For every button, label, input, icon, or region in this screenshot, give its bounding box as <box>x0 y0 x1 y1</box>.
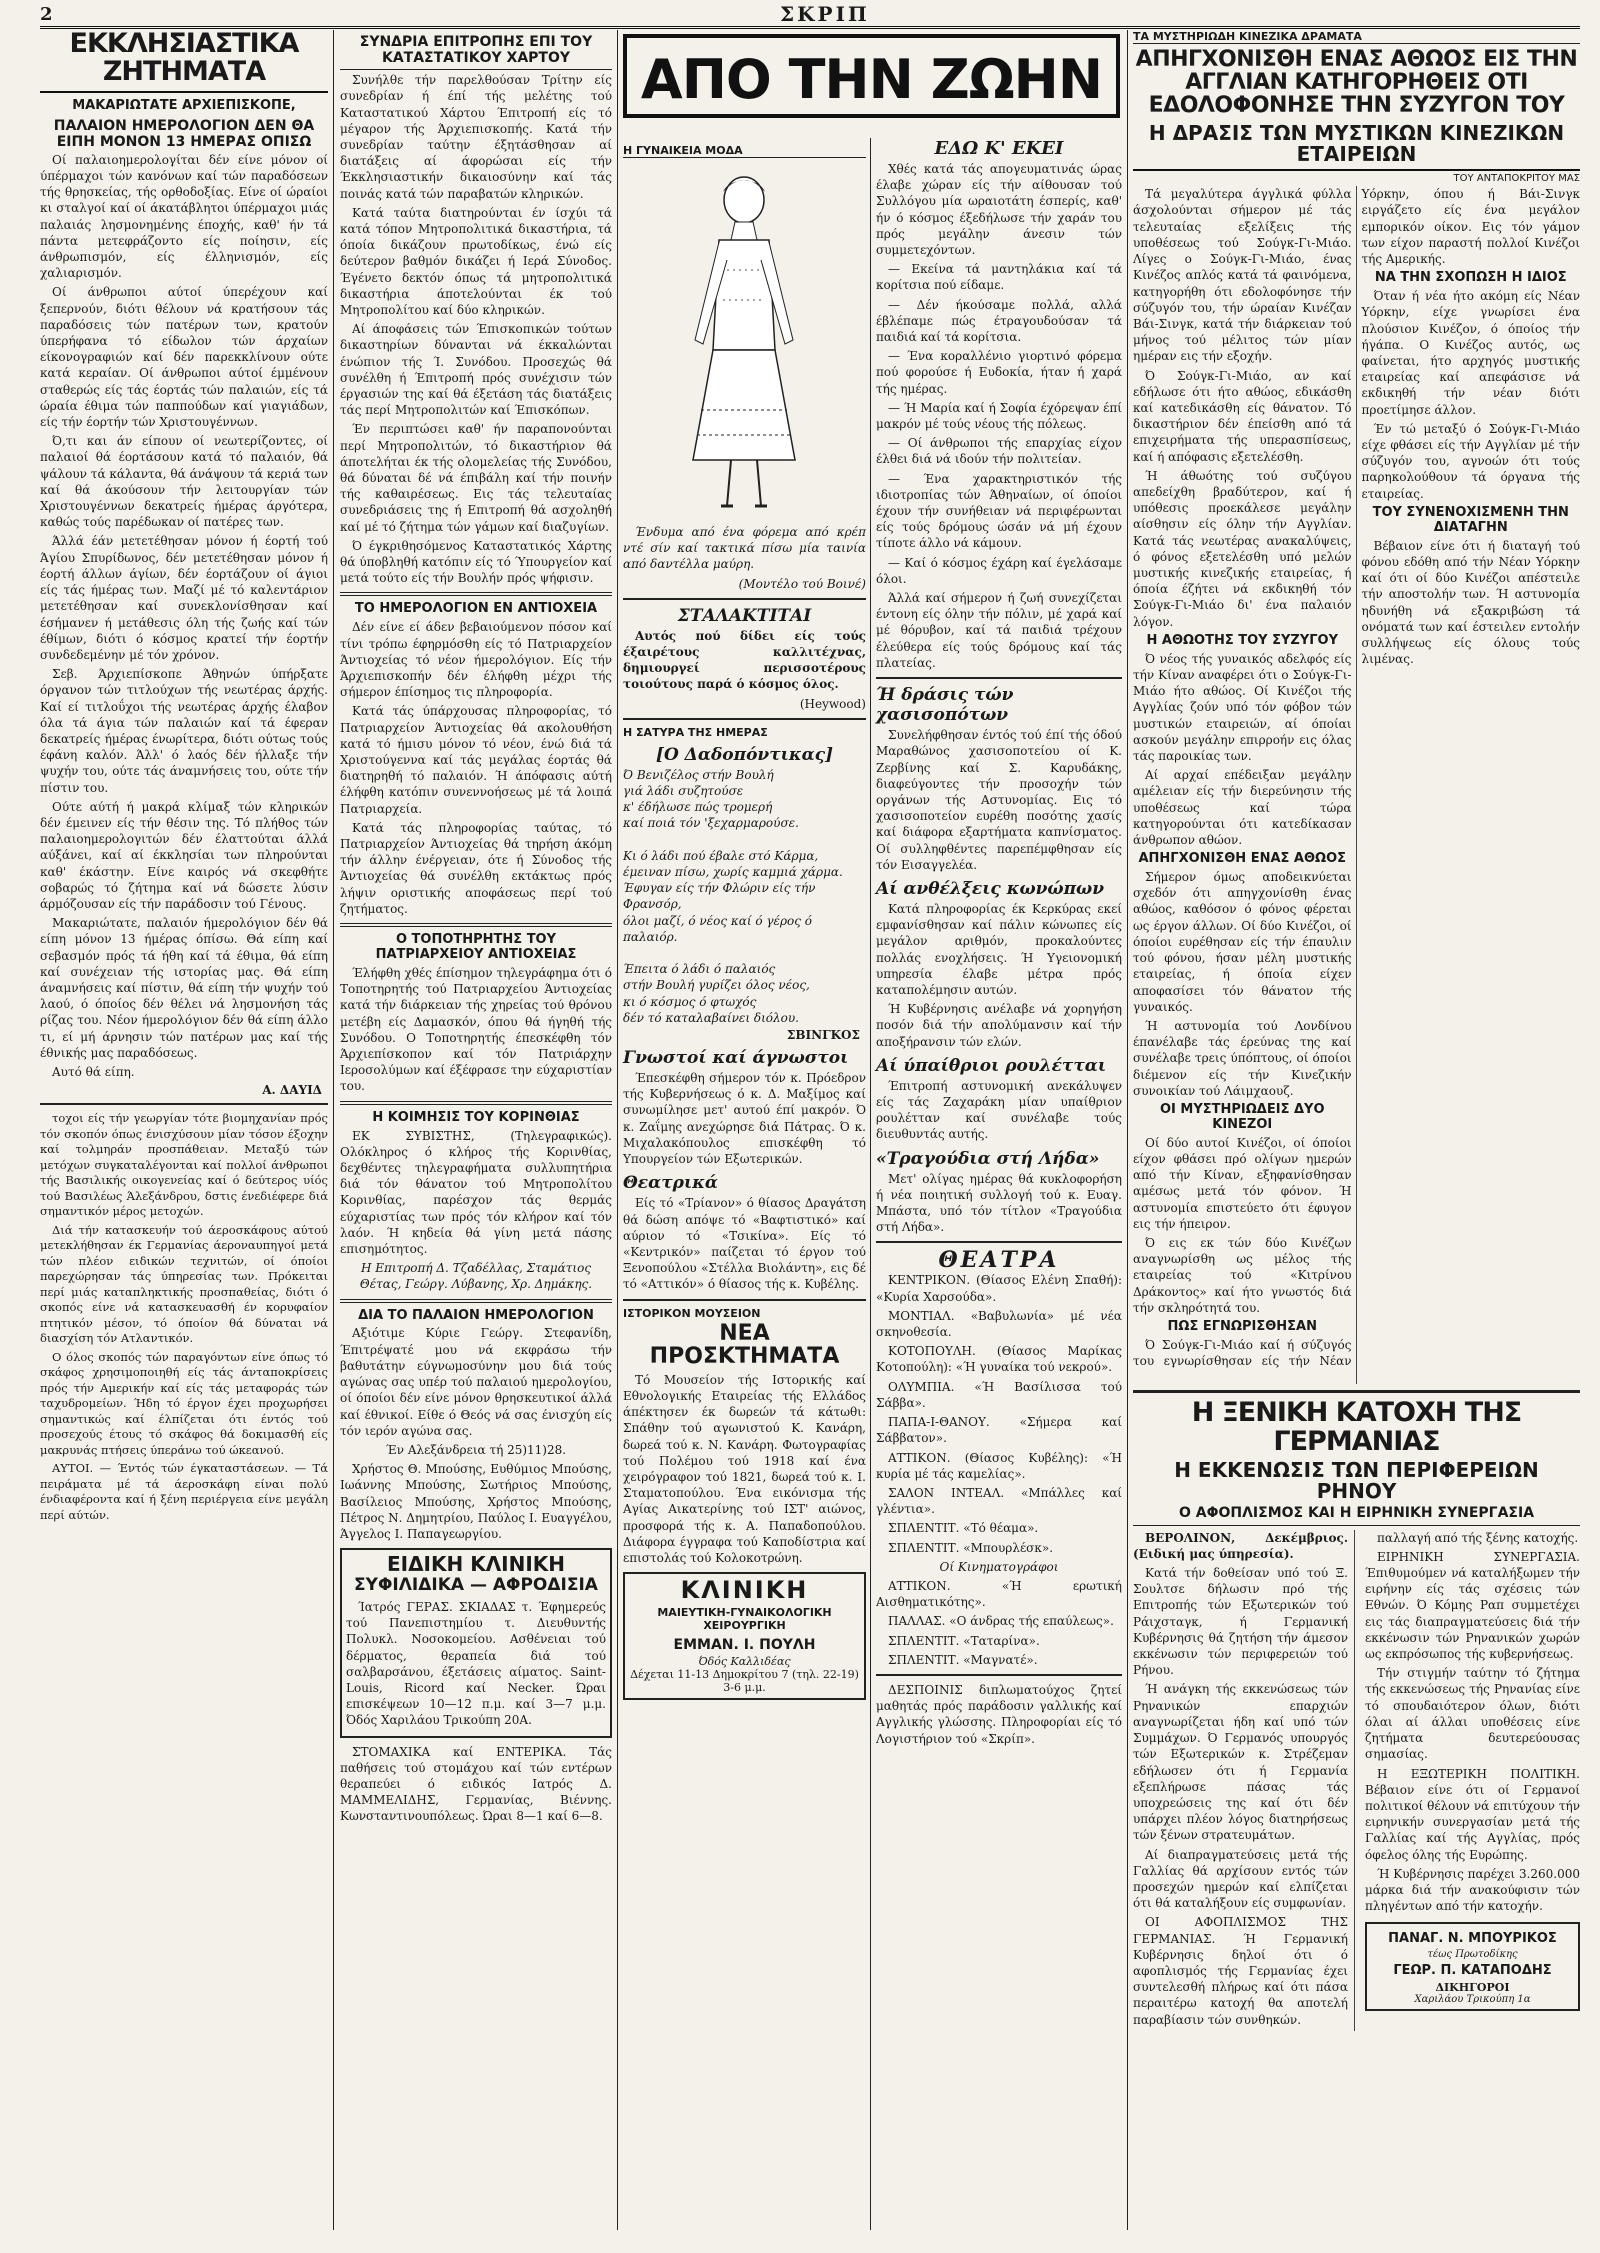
poem-line: Ό Βενιζέλος στήν Βουλή <box>623 767 774 782</box>
divider <box>1133 1390 1580 1393</box>
paragraph: Έλήφθη χθές έπίσημον τηλεγράφημα ότι ό Τοποτηρητής τού Πατριαρχείου Άντιοχείας κατά τήν διάρκειαν τής χηρείας τού θρόνου μετέβη είς Δαμασκόν, όπου θά ήγηθή τής Συνόδου. Ο Τοποτηρητής έπεσκέφθη τόν Άρχιεπίσκοπον καί τόν Πατριάρχην Ιεροσολύμων καί έξέφρασε την εύχαριστίαν του. <box>340 965 612 1094</box>
article-headline: ΣΥΝΔΡΙΑ ΕΠΙΤΡΟΠΗΣ ΕΠΙ ΤΟΥ ΚΑΤΑΣΤΑΤΙΚΟΥ ΧΑΡΤΟΥ <box>340 34 612 70</box>
ad-title: ΚΛΙΝΙΚΗ <box>680 1576 809 1605</box>
subheading: Η ΑΘΩΟΤΗΣ ΤΟΥ ΣΥΖΥΓΟΥ <box>1146 632 1338 648</box>
listing: ΣΑΛΟΝ ΙΝΤΕΑΛ. «Μπάλλες καί γλέντια». <box>876 1485 1122 1517</box>
illustration-caption: Ένδυμα από ένα φόρεμα από κρέπ ντέ σίν καί τακτικά πίσω μία ταινία από δαντέλλα μαύρη. <box>623 525 866 572</box>
paragraph: Κατά ταύτα διατηρούνται έν ίσχύι τά κατά τόπον Μητροπολιτικά δικαστήρια, τά όποία δικάζουν πρωτοδίκως, ένώ είς δεύτερον βαθμόν δικάζει ή Ιερά Σύνοδος. Έγένετο δεκτόν όπως τά μητροπολιτικά δικαστήρια άποτελούνται έκ τού Μητροπολίτου καί δύο κληρικών. <box>340 205 612 318</box>
poem-line: στήν Βουλή γυρίζει όλος νέος, <box>623 978 810 993</box>
article-headline: ΑΠΗΓΧΟΝΙΣΘΗ ΕΝΑΣ ΑΘΩΟΣ ΕΙΣ ΤΗΝ ΑΓΓΛΙΑΝ ΚΑΤΗΓΟΡΗΘΕΙΣ ΟΤΙ ΕΔΟΛΟΦΟΝΗΣΕ ΤΗΝ ΣΥΖΥΓΟΝ ΤΟΥ <box>1135 47 1578 119</box>
paragraph: Ό Σούγκ-Γι-Μιάο, αν καί εδήλωσε ότι ήτο αθώος, εδικάσθη καί κατεδικάσθη είς θάνατον. Τό δικαστήριον δέν έπείσθη από τά επιχειρήματα τής υπερασπίσεως, καί ή απόφασις εξετελέσθη. <box>1133 368 1352 464</box>
paragraph: Τήν στιγμήν ταύτην τό ζήτημα τής εκκενώσεως τής Ρηνανίας είνε τό σπουδαιότερον όλων, διότι όλαι αί άλλαι υποθέσεις είνε ζητήματα δευτερεύουσας σημασίας. <box>1365 1666 1580 1762</box>
paragraph: — Καί ό κόσμος έχάρη καί έγελάσαμε όλοι. <box>876 555 1122 586</box>
poem-line: καί ποιά τόν 'ξεχαρμαρούσε. <box>623 816 799 831</box>
listing: ΑΤΤΙΚΟΝ. «Ή ερωτική Αισθηματικότης». <box>876 1578 1122 1610</box>
lawyers-advertisement <box>1365 1922 1580 2011</box>
dateline: ΒΕΡΟΛΙΝΟΝ, Δεκέμβριος. (Ειδική μας ύπηρεσία). <box>1133 1530 1348 1561</box>
listing: ΠΑΛΛΑΣ. «Ο άνδρας τής επαύλεως». <box>888 1614 1114 1629</box>
listing: ΑΤΤΙΚΟΝ. (Θίασος Κυβέλης): «Ή κυρία μέ τάς καμελίας». <box>876 1450 1122 1481</box>
paragraph: Ό νέος τής γυναικός αδελφός είς τήν Κίναν αναφέρει ότι ο Σούγκ-Γι-Μιάο ήτο αθώος. Οί Κινέζοι τής Αγγλίας ζούν υπό τόν φόβον τών μυστικών εταιρειών, αί όποίαι ασκούν μεγάλην επιρροήν εις όλας τάς παροικίας των. <box>1133 651 1352 763</box>
aphorism-credit: (Heywood) <box>799 696 866 711</box>
byline: ΤΟΥ ΑΝΤΑΠΟΚΡΙΤΟΥ ΜΑΣ <box>1453 173 1580 185</box>
paragraph: Άλλά έάν μετετέθησαν μόνον ή έορτή τού Άγίου Σπυρίδωνος, δέν μετετέθησαν μόνον ή έορτή άλλων άγίων, δέν έορτάζουν οί άγιοι είς τάς ήμέρας των. Μαζί μέ τό καλεντάριον μετετέθησαν καί συνεκλονίσθησαν καί έσήμανεν ή μετάθεσις όλη τής ζωής καί τών έθίμων, διότι ό κόσμος κρατεί τήν έορτήν συνδεδεμένην μέ τόν χρόνον. <box>40 534 328 662</box>
subheading: ΑΠΗΓΧΟΝΙΣΘΗ ΕΝΑΣ ΑΘΩΟΣ <box>1138 851 1347 867</box>
paragraph: Ή Κυβέρνησις παρέχει 3.260.000 μάρκα διά τήν ανακούφισιν τών πληγέντων από τήν κατοχήν. <box>1365 1866 1581 1914</box>
column-church-news <box>340 30 612 2230</box>
paragraph: — Εκείνα τά μαντηλάκια καί τά κορίτσια πού είδαμε. <box>876 262 1122 293</box>
poem-line: Κι ό λάδι πού έβαλε στό Κάρμα, <box>623 848 819 863</box>
divider <box>623 1299 866 1301</box>
paragraph: Κατά τάς ύπάρχουσας πληροφορίας, τό Πατριαρχείον Άντιοχείας θά ακολουθήση κατά τό ήμισυ μόνον τό νέον, ένώ διά τά Χριστούγεννα καί τάς μεγάλας έορτάς θά διατηρηθή τό παλαιόν. Ή άπόφασις αύτή έλήφθη κατόπιν συνεννοήσεως μέ τά λοιπά Πατριαρχεία. <box>340 704 612 816</box>
paragraph: ΕΙΡΗΝΙΚΗ ΣΥΝΕΡΓΑΣΙΑ. Έπιθυμούμεν νά καταλήξωμεν τήν ειρήνην είς τάς σχέσεις τών Εθνών. Ό Κόμης Ραπ συμμετέχει εις τάς διαπραγματεύσεις διά τήν εκκένωσιν τών Ρηνανικών χωρών ως εκπρόσωπος τής κυβερνήσεως. <box>1365 1549 1580 1662</box>
article-subheadline: Η ΔΡΑΣΙΣ ΤΩΝ ΜΥΣΤΙΚΩΝ ΚΙΝΕΖΙΚΩΝ ΕΤΑΙΡΕΙΩΝ <box>1133 123 1580 171</box>
paragraph: τοχοι είς τήν γεωργίαν τότε βιομηχανίαν πρός τόν σκοπόν όπως ένισχύσουν μίαν τόσον έξοχην καί τολμηράν προσπάθειαν. Μεταξύ τών μετόχων συγκαταλέγονται καί πολλοί άνθρωποι τής Βασιλικής οικογενείας καί ό δεύτερος υίός τού Βασιλέως Άλεξάνδρου, δστις ένεδιέφερε διά σημαντικόν μέρος μετοχών. <box>40 1111 328 1219</box>
section-label: Η ΓΥΝΑΙΚΕΙΑ ΜΟΔΑ <box>623 144 866 158</box>
article-headline: Γνωστοί καί άγνωστοι <box>623 1048 849 1069</box>
paragraph: Τό Μουσείον τής Ιστορικής καί Εθνολογικής Εταιρείας τής Ελλάδος άπέκτησεν έκ δωρεών τά κάτωθι: Σπάθην τού αγωνιστού Κ. Κανάρη, δωρεά τού κ. Ν. Κανάρη. Φωτογραφίας τού Πολέμου τού 1918 καί ένα χειρόγραφον τού 1821, δωρεά τού κ. Ι. Σταματοπούλου. Ένα εικόνισμα τής Αγίας Αικατερίνης τού ΙΣΤ' αιώνος, προσφορά τής κ. Α. Παπαδοπούλου. Διάφορα έγγραφα τού Καποδίστρια καί επιστολάς τού Κολοκοτρώνη. <box>623 1372 866 1565</box>
article-headline: Η ΚΟΙΜΗΣΙΣ ΤΟΥ ΚΟΡΙΝΘΙΑΣ <box>372 1109 580 1125</box>
article-headline: ΠΑΛΑΙΟΝ ΗΜΕΡΟΛΟΓΙΟΝ ΔΕΝ ΘΑ ΕΙΠΗ ΜΟΝΟΝ 13 ΗΜΕΡΑΣ ΟΠΙΣΩ <box>53 117 315 150</box>
paragraph: Ή άθωότης τού συζύγου απεδείχθη βραδύτερον, καί ή υπόθεσις προεκάλεσε μεγάλην αίσθησιν είς όλην τήν Αγγλίαν. Κατά τάς νεωτέρας ανακαλύψεις, ό φόνος εξετελέσθη υπό μελών μυστικής κινεζικής εταιρείας, ή όποία έζήτει νά εκδικηθή τόν Σούγκ-Γι-Μιάο δι' ένα παλαιόν λόγον. <box>1133 468 1352 629</box>
paragraph: Οί παλαιοημερολογίται δέν είνε μόνον οί ύπέρμαχοι τών κανόνων καί τών παραδόσεων τής θρησκείας, τής ορθοδοξίας. Είνε οί ώραίοι κι σταλγοί καί οί άκατάβλητοι ύπέρμαχοι μιάς παλαιάς λησμονημένης έποχής, καθ' ήν τά πάντα μετεφράζοντο είς ποίησιν, είς άνθρωπισμόν, είς έλληνισμόν, είς χαλιαρισμόν. <box>40 152 328 281</box>
paragraph: Σεβ. Άρχιεπίσκοπε Άθηνών ύπήρξατε όργανον τών τιτλούχων τής νεωτέρας άρχής. Καί εί τιτλοΰχοι τής νεωτέρας άρχής έλαβον όλα τά άγια τών παλαιών καί τά έφεραν δεκατρείς ήμέρας ένωρίτερα, διότι ούτως τούς έφάνη καλόν. Άλλ' ό λαός δέν ήλλαξε τήν ψυχήν του, ούτε τάς άναμνήσεις του, ούτε τήν πίστιν του. <box>40 667 328 795</box>
lawyer-address: Χαριλάου Τρικούπη 1α <box>1414 1994 1531 2006</box>
paragraph: Κατά τήν δοθείσαν υπό τού Ξ. Σουλτσε δήλωσιν πρό τής Επιτροπής τών Εξωτερικών τού Ράιχσταγκ, ή Γερμανική Κυβέρνησις θά ζητήση τήν άμεσον εκκένωσιν τών περιφερειών τού Ρήνου. <box>1133 1566 1348 1678</box>
paragraph: Έν τώ μεταξύ ό Σούγκ-Γι-Μιάο είχε φθάσει είς τήν Αγγλίαν μέ τήν σύζυγόν του, αγνοών ότι τούς παρηκολούθουν τά όργανα τής εταιρείας. <box>1361 421 1580 501</box>
divider <box>340 1101 612 1105</box>
subheading: ΠΩΣ ΕΓΝΩΡΙΣΘΗΣΑΝ <box>1167 1319 1317 1335</box>
ad-subtitle: ΣΥΦΙΛΙΔΙΚΑ — ΑΦΡΟΔΙΣΙΑ <box>354 1575 598 1596</box>
divider <box>623 718 866 720</box>
paragraph: Έν περιπτώσει καθ' ήν παραπονούνται περί Μητροπολιτών, τό δικαστήριον θά άποτελήται έκ τής ολομελείας τής Συνόδου, θά δύναται δέ νά έπιβάλη καί τήν ποινήν τής καθαιρέσεως. Εις τάς τελευταίας συνεδριάσεις της ή Επιτροπή θά ασχοληθή καί μέ τό ζήτημα τών γάμων καί διαζυγίων. <box>340 422 612 534</box>
cinemas-heading: Οί Κινηματογράφοι <box>939 1559 1059 1574</box>
poem-line: όλοι μαζί, ό νέος καί ό γέρος ό παλαιόρ. <box>623 913 813 944</box>
article-kicker: ΜΑΚΑΡΙΩΤΑΤΕ ΑΡΧΙΕΠΙΣΚΟΠΕ, <box>72 97 296 113</box>
article-headline: Ή δράσις τών χασισοπότων <box>876 685 1014 726</box>
paragraph: Μακαριώτατε, παλαιόν ήμερολόγιον δέν θά είπη μόνον 13 ήμέρας όπίσω. Θά είπη καί σεβασμόν πρός τά ήθη καί τά έθιμα, θά είπη καί συνέχειαν τής ιστορίας μας. Θά είπη άναμνήσεις καί πίστιν, θά είπη τήν ψυχήν τού λαού, ό όποίος δέν θέλει νά λησμονήση τάς ρίζας του. Νέον ήμερολόγιον δέν θά είπη άλλο τι, εί μή άρνησιν τών πατέρων μας καί τής έθνικής μας παραδόσεως. <box>40 916 328 1060</box>
signers: Η Επιτροπή Δ. Τζαδέλλας, Σταμάτιος Θέτας, Γεώργ. Λύβανης, Χρ. Δημάκης. <box>359 1261 593 1292</box>
ad-doctor: ΕΜΜΑΝ. Ι. ΠΟΥΛΗ <box>673 1636 816 1653</box>
poem-line: Έφυγαν είς τήν Φλώριν είς τήν Φρανσόρ, <box>623 881 816 912</box>
stalaktites-title: ΣΤΑΛΑΚΤΙΤΑΙ <box>677 605 812 626</box>
paragraph: Άλλά καί σήμερον ή ζωή συνεχίζεται έντονη είς όλην τήν πόλιν, μέ χαρά καί μέ θόρυβον, καί τά παιδιά τρέχουν έλεύθερα είς τούς δρόμους καί τάς πλατείας. <box>876 591 1122 670</box>
paragraph: Αί διαπραγματεύσεις μετά τής Γαλλίας θά αρχίσουν εντός τών προσεχών ημερών καί ελπίζεται ότι θά καταλήξουν είς συμφωνίαν. <box>1133 1847 1348 1911</box>
article-headline: Αί ανθέλξεις κωνώπων <box>876 878 1105 899</box>
listing: ΜΟΝΤΙΑΛ. «Βαβυλωνία» μέ νέα σκηνοθεσία. <box>876 1308 1122 1340</box>
section-label: Η ΣΑΤΥΡΑ ΤΗΣ ΗΜΕΡΑΣ <box>623 725 768 739</box>
poem-line <box>623 832 866 848</box>
paragraph: Ούτε αύτή ή μακρά κλίμαξ τών κληρικών δέν έμεινεν είς τήν θέσιν της. Τό πλήθος τών παλαιοημερολογιτών δέν έλαττούται άλλά αύξάνει, καί αί έκκλησίαι των πληρούνται καθ' έκάστην. Είνε καιρός νά σκεφθήτε σοβαρώς τό ζήτημα καί νά δώσετε λύσιν άρμόζουσαν είς τήν παράδοσιν τού Γένους. <box>40 799 328 911</box>
paragraph: Χρήστος Θ. Μπούσης, Ευθύμιος Μπούσης, Ιωάννης Μπούσης, Σωτήριος Μπούσης, Βασίλειος Μπούσης, Χρήστος Μπούσης, Πέτρος Ν. Δημητρίου, Παύλος Ι. Ευαγγέλου, Άγγελος Ι. Παπαγεωργίου. <box>340 1462 612 1541</box>
satire-poem <box>623 767 866 1026</box>
listing: ΣΠΛΕΝΤΙΤ. «Μαγνατέ». <box>888 1652 1038 1667</box>
satire-title: [Ο Δαδοπόντικας] <box>655 744 834 765</box>
divider <box>876 1241 1122 1243</box>
lawyer-title: τέως Πρωτοδίκης <box>1427 1949 1518 1961</box>
paragraph: Δέν είνε εί άδεν βεβαιούμενον πόσον καί τίνι τρόπω έφηρμόσθη είς τό Πατριαρχείον Άντιοχείας τό νέον ήμερολόγιον. Είς τήν Άρχιεπισκοπήν δέν έλήφθη μέχρι τής σήμερον έπίσημος τις πληροφορία. <box>340 620 612 700</box>
paragraph: Σήμερον όμως αποδεικνύεται σχεδόν ότι απηγχονίσθη ένας αθώος, καθόσον ό φόνος φέρεται ως έργον άλλων. Οί δύο Κινέζοι, οί όποίοι ευρέθησαν είς τήν έπαυλιν τού φόνου, ήσαν μέλη μυστικής εταιρείας, ή όποία είχεν αποφασίσει τόν θάνατον τής γυναικός. <box>1133 870 1352 1014</box>
listing: ΠΑΠΑ-Ι-ΘΑΝΟΥ. «Σήμερα καί Σάββατον». <box>876 1415 1122 1446</box>
paragraph: Ή ανάγκη τής εκκενώσεως τών Ρηνανικών επαρχιών αναγνωρίζεται ήδη καί υπό τών Συμμάχων. Ό Γερμανός υπουργός τών Εξωτερικών κ. Στρέζεμαν εδήλωσεν ότι ή Γερμανία εξεπλήρωσε πάσας τάς υποχρεώσεις της καί ότι δέν υπάρχει πλέον λόγος διατηρήσεως τών ξένων στρατευμάτων. <box>1133 1682 1348 1843</box>
ad-title: ΕΙΔΙΚΗ ΚΛΙΝΙΚΗ <box>386 1552 566 1577</box>
aphorism: Αυτός πού δίδει είς τούς έξαιρέτους καλλιτέχνας, δημιουργεί περισσοτέρους τοιούτους παρά ό κόσμος όλος. <box>623 628 866 692</box>
poem-line: κι ό κόσμος ό φτωχός <box>623 994 757 1009</box>
paragraph: Ό,τι και άν είπουν οί νεωτερίζοντες, οί παλαιοί θά έορτάσουν κατά τό παλαιόν, θά ψάλουν τά κάλαντα, θά άνάψουν τά κεριά των καί θά άκούσουν τήν λειτουργίαν τών Χριστουγέννων δεκατρείς ήμέρας άργότερα, καθώς τούς παρέδωκαν οί πατέρες των. <box>40 434 328 530</box>
divider <box>340 1299 612 1303</box>
article-subheadline: Η ΕΚΚΕΝΩΣΙΣ ΤΩΝ ΠΕΡΙΦΕΡΕΙΩΝ ΡΗΝΟΥ <box>1174 1457 1539 1503</box>
poem-line: κ' έδήλωσε πώς τρομερή <box>623 800 773 815</box>
paragraph: Έπιτροπή αστυνομική ανεκάλυψεν είς τάς Ζαχαράκη μίαν υπαίθριον ρουλέτταν καί συνέλαβε τούς διευθυντάς αυτής. <box>876 1078 1122 1142</box>
poem-line <box>623 945 866 961</box>
article-kicker: ΤΑ ΜΥΣΤΗΡΙΩΔΗ ΚΙΝΕΖΙΚΑ ΔΡΑΜΑΤΑ <box>1133 30 1580 44</box>
paragraph: Ή Κυβέρνησις ανέλαβε νά χορηγήση ποσόν διά τήν απολύμανσιν καί τήν αποξήρανσιν τών ελών. <box>876 1002 1122 1049</box>
paragraph: Ό Σούγκ-Γι-Μιάο καί ή σύζυγός του εγνωρίσθησαν είς τήν Νέαν Υόρκην, όπου ή Βάι-Σινγκ ειργάζετο είς ένα μεγάλον εμπορικόν οίκον. Εις τόν γάμον των είχον παραστή πολλοί Κινέζοι τής Αμερικής. <box>1133 187 1580 1369</box>
paragraph: Έπεσκέφθη σήμερον τόν κ. Πρόεδρον τής Κυβερνήσεως ό κ. Δ. Μαξίμος καί συνωμίλησε μετ' αυτού έπί μακρόν. Ό κ. Ζαΐμης ανεχώρησε διά Πάτρας. Ό κ. Μιχαλακόπουλος επισκέφθη τό Υπουργείον τών Εξωτερικών. <box>623 1071 866 1167</box>
paragraph: Κατά πληροφορίας έκ Κερκύρας εκεί εμφανίσθησαν καί πάλιν κώνωπες είς μεγάλον αριθμόν, προκαλούντες πολλάς ενοχλήσεις. Ή Υγειονομική υπηρεσία έλαβε μέτρα πρός καταπολέμησιν αυτών. <box>876 901 1122 997</box>
germany-right-column <box>1365 1530 1580 2031</box>
subheading: ΤΟΥ ΣΥΝΕΝΟΧΙΣΜΕΝΗ ΤΗΝ ΔΙΑΤΑΓΗΝ <box>1372 504 1569 535</box>
paragraph: Αί αρχαί επέδειξαν μεγάλην αμέλειαν είς τήν διερεύνησιν τής υποθέσεως καί τώρα κατηγορούνται ότι κατεδίκασαν άνθρωπον αθώον. <box>1133 768 1352 847</box>
article-headline: Ο ΤΟΠΟΤΗΡΗΤΗΣ ΤΟΥ ΠΑΤΡΙΑΡΧΕΙΟΥ ΑΝΤΙΟΧΕΙΑΣ <box>375 932 577 963</box>
section-banner: ΕΚΚΛΗΣΙΑΣΤΙΚΑ ΖΗΤΗΜΑΤΑ <box>40 30 328 93</box>
column-chinese-drama <box>1133 30 1580 2230</box>
paper-name: ΣΚΡΙΠ <box>780 2 870 26</box>
listing: ΚΕΝΤΡΙΚΟΝ. (Θίασος Ελένη Σπαθή): «Κυρία Χαρσούδα». <box>876 1273 1122 1304</box>
ad-subtitle: ΜΑΙΕΥΤΙΚΗ-ΓΥΝΑΙΚΟΛΟΓΙΚΗ ΧΕΙΡΟΥΡΓΙΚΗ <box>657 1606 832 1632</box>
paragraph: Οί άνθρωποι αύτοί ύπερέχουν καί ξεπερνούν, διότι θέλουν νά κρατήσουν τάς παραδόσεις τών πατέρων των, κρατούν ύπερήφανα τό είδωλον τών άρχαίων είκονογραφιών καί δέν παρεκκλίνουν ούτε κατά κεραίαν. Οί άνθρωποι αύτοί έμμένουν σταθερώς είς τάς έορτάς τών παλαιών, είς τά ώραία έθιμα τών παππούδων καί γιαγιάδων, είς τήν έορτήν τών Χριστουγέννων. <box>40 285 328 430</box>
article-headline: Θεατρικά <box>623 1173 719 1194</box>
paragraph: παλλαγή από τής ξένης κατοχής. <box>1377 1530 1579 1545</box>
paragraph: Χθές κατά τάς απογευματινάς ώρας έλαβε χώραν είς τήν αίθουσαν τού Συλλόγου μία ωραιοτάτη έσπερίς, καθ' ήν ό κόσμος έξεδήλωσε τήν χαράν του πρός μεγάλην άνεσιν τών συμμετεχόντων. <box>876 162 1122 258</box>
section-banner: ΕΔΩ Κ' ΕΚΕΙ <box>934 138 1064 159</box>
paragraph: Αυτό θά είπη. <box>52 1064 135 1079</box>
advertisement: ΣΤΟΜΑΧΙΚΑ καί ΕΝΤΕΡΙΚΑ. Τάς παθήσεις τού στομάχου καί τών εντέρων θεραπεύει ό ειδικός Ιατρός Δ. ΜΑΜΜΕΛΙΔΗΣ, Γερμανίας, Βιέννης. Κωνσταντινουπόλεως. Ώραι 8—1 καί 6—8. <box>340 1744 612 1824</box>
paragraph: — Δέν ήκούσαμε πολλά, αλλά έβλέπαμε πώς έτραγουδούσαν τά παιδιά καί τά κορίτσια. <box>876 297 1122 345</box>
paragraph: Η ΕΞΩΤΕΡΙΚΗ ΠΟΛΙΤΙΚΗ. Βέβαιον είνε ότι οί Γερμανοί πολιτικοί θέλουν νά επιτύχουν τήν ειρηνικήν συνεργασίαν μετά τής Γαλλίας καί τής Αγγλίας, πρός όφελος όλης τής Ευρώπης. <box>1365 1766 1580 1862</box>
germany-left-column <box>1133 1530 1355 2031</box>
divider <box>340 923 612 927</box>
ad-address: Όδός Καλλιδέας <box>698 1654 791 1668</box>
poem-signature: ΣΒΙΝΓΚΟΣ <box>786 1028 860 1043</box>
paragraph: Όταν ή νέα ήτο ακόμη είς Νέαν Υόρκην, είχε γνωρίσει ένα πλούσιον Κινέζον, ό όποίος τήν ήγάπα. Ο Κινέζος αυτός, ως φαίνεται, ήτο αρχηγός μυστικής εταιρείας καί απεφάσισε νά εκδικηθή τήν νέαν διότι προετίμησε άλλον. <box>1361 289 1580 417</box>
paragraph: — Οί άνθρωποι τής επαρχίας είχον έλθει διά νά ιδούν τήν πολιτείαν. <box>876 436 1122 467</box>
paragraph: Ό εις εκ τών δύο Κινέζων αναγνωρίσθη ως μέλος τής εταιρείας τού «Κιτρίνου Δράκοντος» καί ήτο γνωστός διά τήν σκληρότητά του. <box>1133 1236 1352 1315</box>
listing: ΚΟΤΟΠΟΥΛΗ. (Θίασος Μαρίκας Κοτοπούλη): «Ή γυναίκα τού νεκρού». <box>876 1344 1122 1375</box>
divider <box>340 592 612 596</box>
lawyer-name: ΓΕΩΡ. Π. ΚΑΤΑΠΟΔΗΣ <box>1393 1963 1552 1979</box>
article-subheadline: Ο ΑΦΟΠΛΙΣΜΟΣ ΚΑΙ Η ΕΙΡΗΝΙΚΗ ΣΥΝΕΡΓΑΣΙΑ <box>1133 1506 1580 1526</box>
paragraph: — Ή Μαρία καί ή Σοφία έχόρεψαν έπί μακρόν μέ τούς νέους τής πόλεως. <box>876 400 1122 432</box>
poem-line: γιά λάδι συζητούσε <box>623 784 744 799</box>
clinic-advertisement <box>340 1548 612 1737</box>
illustration-credit: (Μοντέλο τού Βοινέ) <box>738 576 866 591</box>
paragraph: Κατά τάς πληροφορίας ταύτας, τό Πατριαρχείον Άντιοχείας θά τηρήση άκόμη τήν άλλην ένέργειαν, ότε ή Σύνοδος τής Άντιοχείας θά συνέλθη εκτάκτως πρός λήψιν οριστικής αποφάσεως περί τού ζητήματος. <box>340 820 612 916</box>
paragraph: Τά μεγαλύτερα άγγλικά φύλλα άσχολούνται σήμερον μέ τάς τελευταίας εξελίξεις τής υποθέσεως τού Σούγκ-Γι-Μιάο. Λίγες ο Σούγκ-Γι-Μιάο, ένας Κινέζος απλός κατά τά φαινόμενα, κατηγορήθη ότι εδολοφόνησε τήν σύζυγόν του, τήν ώραίαν Κινέζαν Βάι-Σινγκ, κατά τήν διάρκειαν τού μήνος τού μέλιτος τών μίαν ημέραν εις τήν εξοχήν. <box>1133 187 1352 364</box>
paragraph: Μετ' ολίγας ημέρας θά κυκλοφορήση ή νέα ποιητική συλλογή τού κ. Ευαγ. Μπάστα, υπό τόν τίτλον «Τραγούδια στή Λήδα». <box>876 1171 1122 1235</box>
subheading: ΝΑ ΤΗΝ ΣΧΟΠΩΣΗ Η ΙΔΙΟΣ <box>1374 270 1567 286</box>
page-number: 2 <box>40 4 53 25</box>
article-headline: Η ΞΕΝΙΚΗ ΚΑΤΟΧΗ ΤΗΣ ΓΕΡΜΑΝΙΑΣ <box>1191 1397 1522 1457</box>
lawyer-name: ΠΑΝΑΓ. Ν. ΜΠΟΥΡΙΚΟΣ <box>1388 1931 1557 1947</box>
poem-line: έμειναν πίσω, χωρίς καμμιά χάρμα. <box>623 865 843 880</box>
article-headline: ΤΟ ΗΜΕΡΟΛΟΓΙΟΝ ΕΝ ΑΝΤΙΟΧΕΙΑ <box>354 601 598 617</box>
paragraph: — Ένα χαρακτηριστικόν τής ιδιοτροπίας τών Άθηναίων, οί όποίοι έχουν τήν συνήθειαν νά περιφέρωνται είς τούς δρόμους ώσάν νά μή έχουν τίποτε άλλο νά κάμουν. <box>876 471 1122 551</box>
poem-line: δέν τό καταλαβαίνει διόλου. <box>623 1010 799 1025</box>
lawyer-role: ΔΙΚΗΓΟΡΟΙ <box>1435 1981 1510 1995</box>
paragraph: Βέβαιον είνε ότι ή διαταγή τού φόνου εδόθη από τήν Νέαν Υόρκην καί ότι οί δύο Κινέζοι απέστειλε τήν αποστολήν των. Ή αστυνομία ηδυνήθη νά εξακριβώση τά ονόματά των καί έστειλεν εντολήν συλλήψεως είς όλους τούς λιμένας. <box>1361 538 1580 667</box>
fashion-illustration <box>623 160 866 520</box>
paragraph: ΑΥΤΟΙ. — Έντός τών έγκαταστάσεων. — Τά πειράματα μέ τά άεροσκάφη είναι πολύ ένδιαφέροντα καί ή ξένη περιέργεια είνε μεγάλη περί αύτών. <box>40 1461 328 1522</box>
divider <box>876 677 1122 679</box>
paragraph: Διά τήν κατασκευήν τού άεροσκάφους αύτού μετεκλήθησαν έκ Γερμανίας άεροναυπηγοί μετά τών πλέον ειδικών τεχνιτών, οί όποίοι παρεχώρησαν τάς ύπηρεσίας των. Πρόκειται περί μιάς καταπληκτικής προσπαθείας, διότι ό σκοπός είνε νά κατασκευασθή έν κορυφαίον πτητικόν μέσον, τό όποίον θά δύναται νά διασχίση τόν Ατλαντικόν. <box>40 1222 328 1346</box>
subheading: ΟΙ ΜΥΣΤΗΡΙΩΔΕΙΣ ΔΥΟ ΚΙΝΕΖΟΙ <box>1159 1101 1325 1132</box>
column-here-and-there <box>876 138 1122 2230</box>
article-headline: ΝΕΑ ΠΡΟΣΚΤΗΜΑΤΑ <box>649 1320 840 1369</box>
article-body <box>40 152 328 1080</box>
section-banner: ΑΠΟ ΤΗΝ ΖΩΗΝ <box>623 34 1120 118</box>
germany-article-body <box>1133 1530 1580 2031</box>
listing: ΣΠΛΕΝΤΙΤ. «Μπουρλέσκ». <box>888 1540 1054 1555</box>
listing: ΟΛΥΜΠΙΑ. «Ή Βασίλισσα τού Σάββα». <box>876 1379 1122 1410</box>
paragraph: Ο όλος σκοπός τών παραγόντων είνε όπως τό σκάφος χρησιμοποιηθή είς τάς άνταποκρίσεις πρός τήν Αμερικήν καί είς τάς μεταφοράς τών ταχυδρομείων. Ήδη τό έργον έχει προχωρήσει σημαντικώς καί έλπίζεται ότι έντός τού προσεχούς έτους τό σκάφος θά δοκιμασθή είς μακρυνάς πτήσεις ύπεράνω τού ώκεανού. <box>40 1349 328 1457</box>
article-headline: «Τραγούδια στή Λήδα» <box>876 1148 1100 1169</box>
paragraph: Οί δύο αυτοί Κινέζοι, οί όποίοι είχον φθάσει πρό ολίγων ημερών από τήν Κίναν, εξηφανίσθησαν αμέσως μετά τόν φόνον. Ή αστυνομία επιστεύετο ότι έφυγον εις τήν ήπειρον. <box>1133 1135 1352 1231</box>
divider <box>623 598 866 600</box>
article-headline: Αί ύπαίθριοι ρουλέτται <box>876 1055 1107 1076</box>
paragraph: Αί άποφάσεις τών Έπισκοπικών τούτων δικαστηρίων δύνανται νά έκκαλώνται ένώπιον τής Ί. Συνόδου. Προσεχώς θά συνέλθη ή Έπιτροπή πρός συνέχισιν τών έργασιών της καί θά έξετάση τάς διατάξεις τάς περί Μητροπολιτών καί Έπισκόπων. <box>340 322 612 418</box>
ad-text: Ίατρός ΓΕΡΑΣ. ΣΚΙΑΔΑΣ τ. Έφημερεύς τού Πανεπιστημίου τ. Διευθυντής Πολυκλ. Νοσοκομείου. Ασθένειαι τού δέρματος, θεραπεία διά τού σαλβαρσάνου, έξετάσεις αίματος. Saint-Louis, Ricord καί Necker. Ώραι επισκέψεων 10—12 π.μ. καί 3—7 μ.μ. Όδός Χαριλάου Τρικούπη 20Α. <box>346 1599 606 1728</box>
article-signature: Α. ΔΑΥΙΔ <box>262 1083 322 1098</box>
paragraph: Ή αστυνομία τού Λονδίνου έπανέλαβε τάς έρεύνας της καί συνέλαβε τρεις ύπόπτους, οί όποίοι διέμενον είς τήν Κινεζικήν συνοικίαν τού Λάιμχαουζ. <box>1133 1018 1352 1098</box>
divider <box>40 1103 328 1105</box>
paragraph: Συνήλθε τήν παρελθούσαν Τρίτην είς συνεδρίαν ή έπί τής μελέτης τού Καταστατικού Χάρτου Έπιτροπή είς τό μέγαρον τής Άρχιεπισκοπής. Κατά τήν συνεδρίαν ταύτην έξητάσθησαν αί διατάξεις αί άφορώσαι είς τήν Έκκλησιαστικήν δικαιοσύνην καί τάς ποινάς κατά τών παραβατών κληρικών. <box>340 73 612 201</box>
poem-line: Έπειτα ό λάδι ό παλαιός <box>623 962 776 977</box>
dateline: Έν Αλεξάνδρεια τή 25)11)28. <box>385 1442 567 1457</box>
ad-hours: Δέχεται 11-13 Δημοκρίτου 7 (τηλ. 22-19) 3-6 μ.μ. <box>630 1667 859 1694</box>
paragraph: Αξιότιμε Κύριε Γεώργ. Στεφανίδη, Έπιτρέψατέ μου νά εκφράσω τήν βαθυτάτην εύγνωμοσύνην μου διά τούς αγώνας σας υπέρ τού παλαιού ημερολογίου, οί όποίοι δέν είνε μόνον θρησκευτικοί άλλά καί έθνικοί. Είθε ό Θεός νά σας ένισχύη είς τόν ιερόν αγώνα σας. <box>340 1326 612 1438</box>
article-body <box>1133 186 1580 1384</box>
paragraph: Ό έγκριθησόμενος Καταστατικός Χάρτης θά ύποβληθή κατόπιν είς τό Ύπουργείον καί μετά τούτο είς τήν Βουλήν πρός ψήφισιν. <box>340 538 612 586</box>
listing: ΣΠΛΕΝΤΙΤ. «Τό θέαμα». <box>888 1521 1039 1536</box>
continued-article <box>40 1111 328 1523</box>
paragraph: — Ένα κοραλλένιο γιορτινό φόρεμα πού φορούσε ή Ευδοκία, ήταν ή χαρά τής ημέρας. <box>876 349 1122 396</box>
masthead <box>40 4 1580 29</box>
paragraph: Συνελήφθησαν έντός τού έπί τής όδού Μαραθώνος χασισοποτείου οί Κ. Ζερβίνης καί Σ. Καρυδάκης, διαφεύγοντες τήν προσοχήν τών οργάνων τής Αστυνομίας. Εις τό χασισοποτείον ευρέθη ποσότης χασίς καί διάφορα εξαρτήματα καπνίσματος. Οί συλληφθέντες παρεπέμφθησαν είς τόν Εισαγγελέα. <box>876 728 1122 872</box>
paragraph: ΟΙ ΑΦΟΠΛΙΣΜΟΣ ΤΗΣ ΓΕΡΜΑΝΙΑΣ. Ή Γερμανική Κυβέρνησις δηλοί ότι ό αφοπλισμός τής Γερμανίας έχει συντελεσθή πλήρως καί ότι πάσα περαιτέρω κατοχή θα αποτελή παραβίασιν τών συνθηκών. <box>1133 1915 1348 2027</box>
article-headline: ΔΙΑ ΤΟ ΠΑΛΑΙΟΝ ΗΜΕΡΟΛΟΓΙΟΝ <box>358 1307 594 1323</box>
paragraph: ΕΚ ΣΥΒΙΣΤΗΣ, (Τηλεγραφικώς). Ολόκληρος ό κλήρος τής Κορινθίας, δεχθέντες τηλεγραφήματα συλλυπητήρια διά τόν θάνατον τού Μητροπολίτου Κορινθίας, παρέσχον τάς θερμάς εύχαριστίας των πρός τόν κλήρον καί τόν λαόν. Ή κηδεία θά γίνη μετά πάσης επισημότητος. <box>340 1128 612 1256</box>
classified-ad: ΔΕΣΠΟΙΝΙΣ διπλωματούχος ζητεί μαθητάς πρός παράδοσιν γαλλικής καί Αγγλικής γλώσσης. Πληροφορίαι είς τό Λογιστήριον τού «Σκρίπ». <box>876 1682 1122 1746</box>
clinic-advertisement <box>623 1572 866 1700</box>
listing: ΣΠΛΕΝΤΙΤ. «Ταταρίνα». <box>888 1633 1040 1648</box>
column-ecclesiastical <box>40 30 328 2230</box>
paragraph: Είς τό «Τρίανον» ό θίασος Δραγάτση θά δώση απόψε τό «Βαφτιστικό» καί αύριον τό «Τσικίνα». Είς τό «Κεντρικόν» παίζεται τό έργον τού Ξενοπούλου «Στέλλα Βιολάντη», εις δέ τό «Αττικόν» ό θίασος τής κ. Κυβέλης. <box>623 1196 866 1292</box>
section-label: ΙΣΤΟΡΙΚΟΝ ΜΟΥΣΕΙΟΝ <box>623 1306 761 1320</box>
divider <box>876 1674 1122 1676</box>
theatres-heading: ΘΕΑΤΡΑ <box>938 1247 1060 1274</box>
